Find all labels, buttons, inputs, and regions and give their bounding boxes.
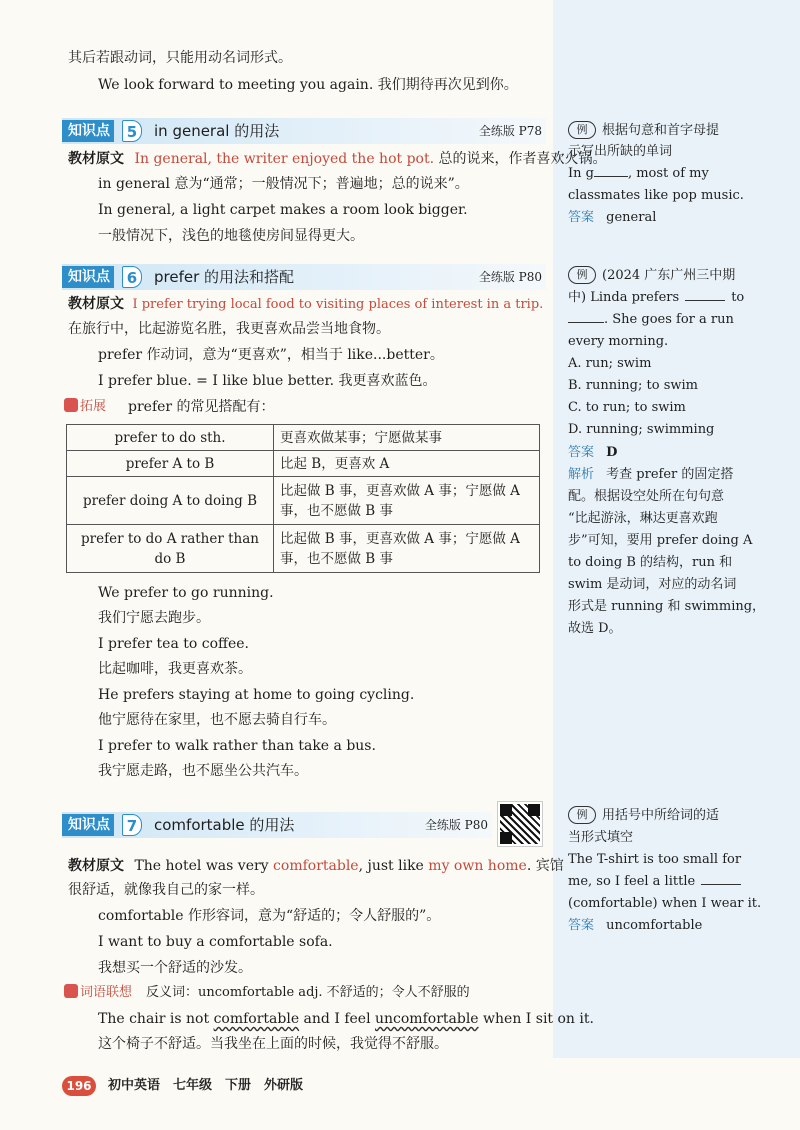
kp6-original [68, 294, 543, 315]
kp6-orig-en: I prefer trying local food to visiting places of interest in a trip. [132, 297, 544, 312]
kp7-header [62, 812, 492, 838]
q3-line-1: 例 用括号中所给词的适 [568, 806, 719, 825]
kp5-line-2: In general, a light carpet makes a room look bigger. [98, 202, 468, 218]
kp6-example-6: 他宁愿待在家里，也不愿去骑自行车。 [98, 712, 336, 728]
kp6-example-2: 我们宁愿去跑步。 [98, 610, 210, 626]
kp6-extension-text: prefer 的常见搭配有： [128, 399, 275, 415]
kp5-badge: 知识点 [62, 120, 114, 142]
answer-label: 答案 [568, 445, 595, 460]
q2-analysis-line-8: 故选 D。 [568, 621, 622, 636]
q3-line-4: me, so I feel a little [568, 872, 741, 891]
kp5-header [62, 118, 546, 144]
kp7-number: 7 [122, 814, 142, 836]
kp5-line-3: 一般情况下，浅色的地毯使房间显得更大。 [98, 228, 364, 244]
answer-value: D [606, 445, 618, 460]
top-line-2: We look forward to meeting you again. 我们期待再次见到你。 [98, 77, 518, 93]
kp7-example-word: uncomfortable [375, 1011, 479, 1027]
q2-analysis-line-1: 解析 考查 prefer 的固定搭 [568, 467, 734, 482]
kp7-orig-label: 教材原文 [68, 858, 124, 874]
q3-line-5: (comfortable) when I wear it. [568, 896, 762, 911]
table-cell-meaning: 比起做 B 事，更喜欢做 A 事；宁愿做 A 事，也不愿做 B 事 [274, 525, 540, 573]
answer-value: uncomfortable [606, 918, 703, 933]
prefer-phrase-table [66, 424, 540, 573]
kp7-badge: 知识点 [62, 814, 114, 836]
kp6-header [62, 264, 546, 290]
q2-option-a: A. run; swim [568, 356, 652, 371]
qr-code-icon[interactable] [498, 802, 542, 846]
example-mark-icon: 例 [568, 266, 596, 284]
kp7-example-part: and I feel [299, 1011, 375, 1027]
q2-analysis-line-4: 步”可知，要用 prefer doing A [568, 533, 753, 548]
kp6-badge: 知识点 [62, 266, 114, 288]
kp7-orig-cn: 很舒适，就像我自己的家一样。 [68, 882, 264, 898]
table-cell-phrase: prefer A to B [67, 451, 274, 477]
table-cell-meaning: 比起做 B 事，更喜欢做 A 事；宁愿做 A 事，也不愿做 B 事 [274, 477, 540, 525]
blank-line [568, 322, 604, 323]
kp5-reference: 全练版 P78 [478, 124, 542, 138]
kp7-line-2: I want to buy a comfortable sofa. [98, 934, 333, 950]
kp6-example-1: We prefer to go running. [98, 585, 274, 601]
kp5-number: 5 [122, 120, 142, 142]
kp6-example-4: 比起咖啡，我更喜欢茶。 [98, 661, 252, 677]
table-cell-phrase: prefer to do sth. [67, 425, 274, 451]
q2-line-1: 例 (2024 广东广州三中期 [568, 266, 735, 285]
kp7-line-3: 我想买一个舒适的沙发。 [98, 960, 252, 976]
kp7-association-tag: 词语联想 [64, 984, 132, 1002]
kp5-line-1: in general 意为“通常；一般情况下；普遍地；总的说来”。 [98, 176, 469, 192]
q1-line-3: In g , most of my [568, 166, 709, 181]
answer-label: 答案 [568, 918, 595, 933]
q3-answer [568, 916, 702, 935]
kp5-title: in general 的用法 [154, 122, 280, 140]
table-cell-meaning: 更喜欢做某事；宁愿做某事 [274, 425, 540, 451]
q2-line-2: 中) Linda prefers to [568, 290, 745, 305]
q2-analysis-line-3: “比起游泳，琳达更喜欢跑 [568, 511, 718, 526]
kp6-orig-label: 教材原文 [68, 296, 124, 312]
q2-line-3: . She goes for a run [568, 310, 734, 329]
blank-line [685, 300, 725, 301]
page-number: 196 [62, 1076, 96, 1096]
q2-line-4: every morning. [568, 334, 669, 349]
kp7-line-1: comfortable 作形容词，意为“舒适的；令人舒服的”。 [98, 908, 441, 924]
analysis-label: 解析 [568, 467, 595, 482]
q1-line-2: 示写出所缺的单词 [568, 144, 673, 159]
kp7-reference: 全练版 P80 [424, 818, 488, 832]
answer-label: 答案 [568, 210, 595, 225]
table-row [67, 525, 540, 573]
kp6-example-8: 我宁愿走路，也不愿坐公共汽车。 [98, 763, 308, 779]
kp7-orig-highlight: comfortable [273, 858, 359, 874]
kp7-orig-part: The hotel was very [134, 858, 274, 874]
kp7-association-text: 反义词：uncomfortable adj. 不舒适的；令人不舒服的 [146, 985, 470, 1000]
kp6-line-1: prefer 作动词，意为“更喜欢”，相当于 like...better。 [98, 347, 444, 363]
kp6-reference: 全练版 P80 [478, 270, 542, 284]
footer-book-title: 初中英语 七年级 下册 外研版 [108, 1078, 304, 1093]
example-mark-icon: 例 [568, 121, 596, 139]
table-cell-meaning: 比起 B，更喜欢 A [274, 451, 540, 477]
kp7-title: comfortable 的用法 [154, 816, 295, 834]
association-icon [64, 984, 78, 998]
blank-line [594, 176, 628, 177]
answer-value: general [606, 210, 657, 225]
top-line-1: 其后若跟动词，只能用动名词形式。 [68, 50, 292, 66]
q3-line-2: 当形式填空 [568, 830, 634, 845]
kp6-example-5: He prefers staying at home to going cycling. [98, 687, 415, 703]
blank-line [701, 884, 741, 885]
kp7-orig-highlight: my own home [428, 858, 527, 874]
q2-answer [568, 443, 617, 462]
example-mark-icon: 例 [568, 806, 596, 824]
table-cell-phrase: prefer to do A rather than do B [67, 525, 274, 573]
kp7-example [98, 1009, 594, 1029]
kp7-example-cn: 这个椅子不舒适。当我坐在上面的时候，我觉得不舒服。 [98, 1036, 448, 1052]
kp7-example-part: The chair is not [98, 1011, 214, 1027]
kp5-orig-cn: 总的说来，作者喜欢火锅。 [438, 151, 607, 167]
q2-analysis-line-7: 形式是 running 和 swimming， [568, 599, 766, 614]
q3-line-3: The T-shirt is too small for [568, 852, 742, 867]
kp6-line-2: I prefer blue. = I like blue better. 我更喜欢蓝色。 [98, 373, 437, 389]
kp5-orig-label: 教材原文 [68, 151, 124, 167]
q2-option-b: B. running; to swim [568, 378, 698, 393]
kp5-original [68, 149, 607, 169]
kp7-orig-part: , just like [358, 858, 429, 874]
kp6-extension-tag: 拓展 [64, 398, 106, 416]
table-row [67, 451, 540, 477]
q1-answer [568, 208, 656, 227]
kp6-example-3: I prefer tea to coffee. [98, 636, 249, 652]
kp7-orig-part: . 宾馆 [526, 858, 564, 874]
q2-analysis-line-2: 配。根据设空处所在句句意 [568, 489, 725, 504]
q2-option-c: C. to run; to swim [568, 400, 686, 415]
kp6-title: prefer 的用法和搭配 [154, 268, 295, 286]
q2-analysis-line-5: to doing B 的结构，run 和 [568, 555, 733, 570]
table-cell-phrase: prefer doing A to doing B [67, 477, 274, 525]
kp6-example-7: I prefer to walk rather than take a bus. [98, 738, 376, 754]
kp7-original [68, 856, 564, 876]
kp7-example-word: comfortable [213, 1011, 300, 1027]
kp7-example-part: when I sit on it. [478, 1011, 594, 1027]
table-row [67, 425, 540, 451]
kp6-number: 6 [122, 266, 142, 288]
q1-line-1: 例 根据句意和首字母提 [568, 121, 719, 140]
q2-analysis-line-6: swim 是动词，对应的动名词 [568, 577, 737, 592]
table-row [67, 477, 540, 525]
kp5-orig-en: In general, the writer enjoyed the hot pot. [134, 151, 435, 167]
kp6-orig-cn: 在旅行中，比起游览名胜，我更喜欢品尝当地食物。 [68, 321, 390, 337]
q1-line-4: classmates like pop music. [568, 188, 744, 203]
extension-icon [64, 398, 78, 412]
q2-option-d: D. running; swimming [568, 422, 715, 437]
